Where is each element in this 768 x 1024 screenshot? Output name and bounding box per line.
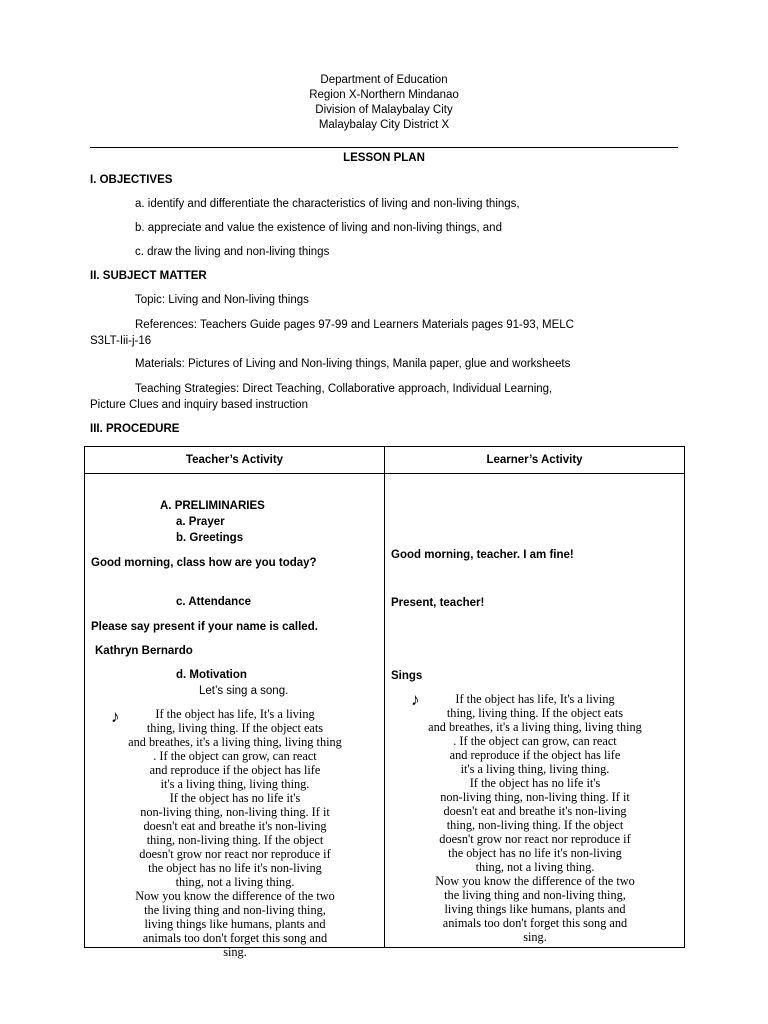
objective-b: b. appreciate and value the existence of living and non-living things, and <box>135 222 502 234</box>
objectives-heading: I. OBJECTIVES <box>90 174 173 186</box>
song-line: thing, not a living thing. <box>475 860 595 874</box>
sing-prompt: Let’s sing a song. <box>199 685 289 697</box>
music-note-icon: ♪ <box>111 707 120 726</box>
header-divider <box>90 147 678 148</box>
strategies-line: Teaching Strategies: Direct Teaching, Collaborative approach, Individual Learning, <box>135 383 553 395</box>
song-line: . If the object can grow, can react <box>453 734 617 748</box>
procedure-table <box>84 446 685 959</box>
song-line: If the object has life, It's a living <box>155 707 315 721</box>
teacher-greeting: Good morning, class how are you today? <box>91 557 317 569</box>
objective-a: a. identify and differentiate the characteristics of living and non-living things, <box>135 198 520 210</box>
topic-line: Topic: Living and Non-living things <box>135 294 309 306</box>
song-line: the living thing and non-living thing, <box>444 888 626 902</box>
song-line: the living thing and non-living thing, <box>144 903 326 917</box>
song-line: non-living thing, non-living thing. If it <box>140 805 330 819</box>
song-line: non-living thing, non-living thing. If it <box>440 790 630 804</box>
teacher-activity-header: Teacher’s Activity <box>85 447 385 474</box>
learner-sings: Sings <box>391 670 423 682</box>
song-line: the object has no life it's non-living <box>148 861 322 875</box>
header-line-4: Malaybalay City District X <box>318 119 450 131</box>
song-line: and breathes, it's a living thing, living thing <box>128 735 342 749</box>
song-line: doesn't eat and breathe it's non-living <box>443 804 627 818</box>
learner-activity-header: Learner’s Activity <box>385 447 685 474</box>
song-line: If the object has no life it's <box>169 791 301 805</box>
song-line: thing, non-living thing. If the object <box>146 833 324 847</box>
song-line: and breathes, it's a living thing, living thing <box>428 720 642 734</box>
document-header <box>0 73 768 133</box>
song-line: thing, living thing. If the object eats <box>446 706 624 720</box>
header-line-3: Division of Malaybalay City <box>315 104 453 116</box>
song-line: living things like humans, plants and <box>144 917 326 931</box>
song-line: and reproduce if the object has life <box>149 763 321 777</box>
subject-matter-heading: II. SUBJECT MATTER <box>90 270 207 282</box>
song-line: If the object has no life it's <box>469 776 601 790</box>
references-code: S3LT-Iii-j-16 <box>90 335 152 347</box>
song-line: animals too don't forget this song and <box>142 931 328 945</box>
song-line: and reproduce if the object has life <box>449 748 621 762</box>
song-line: it's a living thing, living thing. <box>460 762 610 776</box>
motivation-item: d. Motivation <box>176 669 247 681</box>
references-line: References: Teachers Guide pages 97-99 and Learners Materials pages 91-93, MELC <box>135 319 574 331</box>
objective-c: c. draw the living and non-living things <box>135 246 330 258</box>
greetings-item: b. Greetings <box>176 532 244 544</box>
song-line: doesn't grow nor react nor reproduce if <box>439 832 631 846</box>
song-line: Now you know the difference of the two <box>435 874 635 888</box>
preliminaries-heading: A. PRELIMINARIES <box>160 500 265 512</box>
song-line: thing, living thing. If the object eats <box>146 721 324 735</box>
song-line: the object has no life it's non-living <box>448 846 622 860</box>
song-line: doesn't grow nor react nor reproduce if <box>139 847 331 861</box>
song-line: sing. <box>523 930 547 944</box>
song-line: animals too don't forget this song and <box>442 916 628 930</box>
header-line-2: Region X-Northern Mindanao <box>309 89 459 101</box>
materials-line: Materials: Pictures of Living and Non-living things, Manila paper, glue and worksheets <box>135 358 571 370</box>
song-line: If the object has life, It's a living <box>455 692 615 706</box>
prayer-item: a. Prayer <box>176 516 225 528</box>
song-line: Now you know the difference of the two <box>135 889 335 903</box>
learner-present-reply: Present, teacher! <box>391 597 485 609</box>
student-name: Kathryn Bernardo <box>95 645 193 657</box>
song-line: thing, non-living thing. If the object <box>446 818 624 832</box>
attendance-instruction: Please say present if your name is called. <box>91 621 318 633</box>
music-note-icon: ♪ <box>411 690 420 709</box>
learner-activity-cell <box>385 474 685 948</box>
learner-greeting-reply: Good morning, teacher. I am fine! <box>391 549 574 561</box>
song-line: . If the object can grow, can react <box>153 749 317 763</box>
header-line-1: Department of Education <box>320 74 448 86</box>
song-line: it's a living thing, living thing. <box>160 777 310 791</box>
song-line: doesn't eat and breathe it's non-living <box>143 819 327 833</box>
teacher-activity-cell <box>85 474 385 959</box>
song-line: thing, not a living thing. <box>175 875 295 889</box>
page-title: LESSON PLAN <box>343 152 425 164</box>
procedure-heading: III. PROCEDURE <box>90 423 180 435</box>
teacher-song-lyrics <box>99 707 371 959</box>
song-line: sing. <box>223 945 247 959</box>
song-line: living things like humans, plants and <box>444 902 626 916</box>
learner-song-lyrics <box>399 692 671 944</box>
attendance-item: c. Attendance <box>176 596 251 608</box>
strategies-line-2: Picture Clues and inquiry based instruction <box>90 399 308 411</box>
